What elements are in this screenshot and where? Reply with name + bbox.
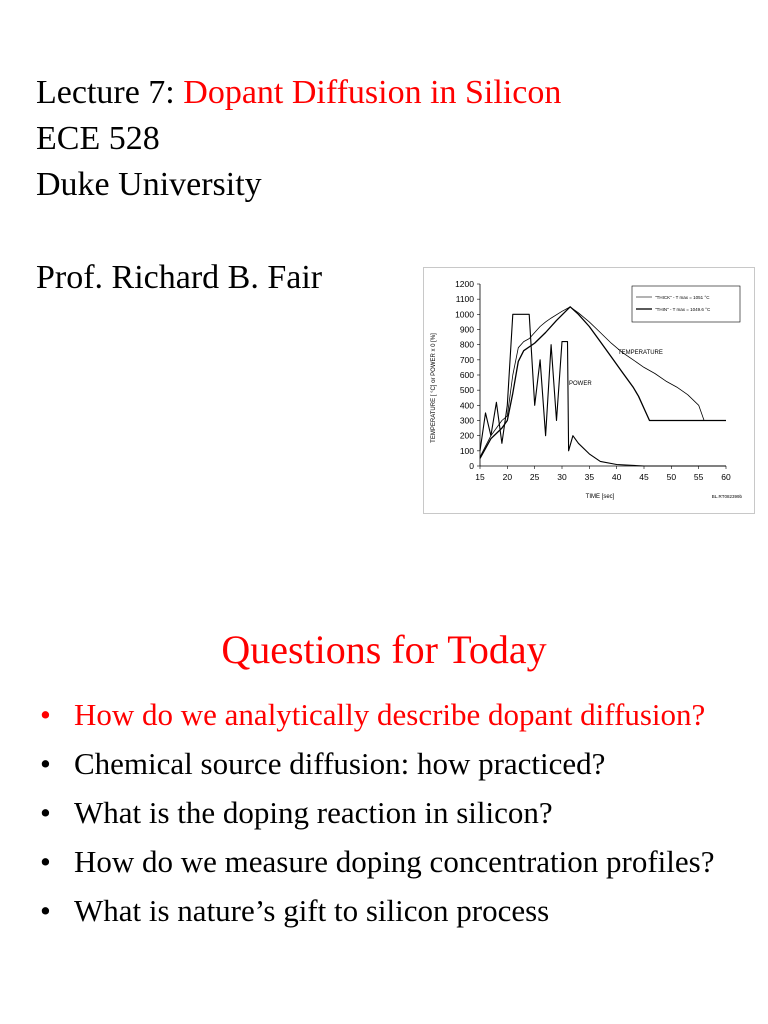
legend <box>632 286 740 322</box>
title-block <box>36 70 561 208</box>
x-tick-label: 15 <box>475 472 485 482</box>
question-item <box>36 695 746 735</box>
y-tick-label: 1000 <box>455 309 474 320</box>
x-tick-label: 35 <box>584 472 595 482</box>
x-tick-label: 45 <box>639 472 649 482</box>
y-tick-label: 200 <box>459 430 474 441</box>
series-line-2 <box>480 307 726 459</box>
bullet-icon: • <box>40 697 51 732</box>
bullet-icon: • <box>40 746 51 781</box>
question-item <box>36 744 746 784</box>
course-code: ECE 528 <box>36 120 160 157</box>
question-text: How do we measure doping concentration profiles? <box>74 844 715 879</box>
x-tick-label: 25 <box>529 472 540 482</box>
y-tick-label: 400 <box>459 400 474 411</box>
legend-entry-thin: "THIN" - T max = 1049.6 °C <box>655 307 711 312</box>
y-tick-label: 0 <box>469 461 474 471</box>
x-axis-label: TIME [sec] <box>585 494 615 500</box>
temperature-power-chart <box>423 267 755 514</box>
series-line-3 <box>480 314 726 466</box>
y-tick-label: 900 <box>459 324 474 335</box>
question-text: How do we analytically describe dopant diffusion? <box>74 697 706 732</box>
legend-entry-thick: "THICK" - T max = 1051 °C <box>655 295 710 300</box>
x-tick-label: 50 <box>666 472 677 482</box>
x-tick-label: 60 <box>721 472 731 482</box>
bullet-icon: • <box>40 844 51 879</box>
legend-box <box>632 286 740 322</box>
question-item <box>36 842 746 882</box>
y-tick-label: 600 <box>459 370 474 380</box>
x-tick-label: 40 <box>611 472 622 482</box>
temperature-annotation: TEMPERATURE <box>618 350 663 356</box>
question-text: What is the doping reaction in silicon? <box>74 795 553 830</box>
question-text: Chemical source diffusion: how practiced? <box>74 746 606 781</box>
y-tick-label: 1100 <box>455 294 474 305</box>
x-tick-label: 30 <box>557 472 567 482</box>
lecture-prefix: Lecture 7: <box>36 74 184 111</box>
question-text: What is nature’s gift to silicon process <box>74 893 550 928</box>
y-axis-label: TEMPERATURE [ °C] or POWER x 0 [%] <box>431 333 437 443</box>
professor-name: Prof. Richard B. Fair <box>36 259 323 296</box>
question-item <box>36 891 746 931</box>
questions-title: Questions for Today <box>221 627 547 672</box>
lecture-topic: Dopant Diffusion in Silicon <box>183 74 562 111</box>
y-tick-label: 100 <box>459 445 474 456</box>
lecture-title <box>36 70 561 116</box>
x-tick-label: 55 <box>693 472 704 482</box>
questions-list <box>36 695 746 940</box>
question-item <box>36 793 746 833</box>
y-tick-label: 800 <box>459 339 474 350</box>
figure-id: BL.RT082399b <box>711 494 742 499</box>
y-tick-label: 1200 <box>455 279 474 289</box>
power-annotation: POWER <box>569 381 592 387</box>
y-tick-label: 500 <box>459 385 474 396</box>
y-tick-label: 700 <box>459 354 474 365</box>
x-tick-label: 20 <box>502 472 513 482</box>
bullet-icon: • <box>40 795 51 830</box>
bullet-icon: • <box>40 893 51 928</box>
chart-svg <box>424 268 754 513</box>
university-name: Duke University <box>36 166 262 203</box>
y-tick-label: 300 <box>459 415 474 426</box>
